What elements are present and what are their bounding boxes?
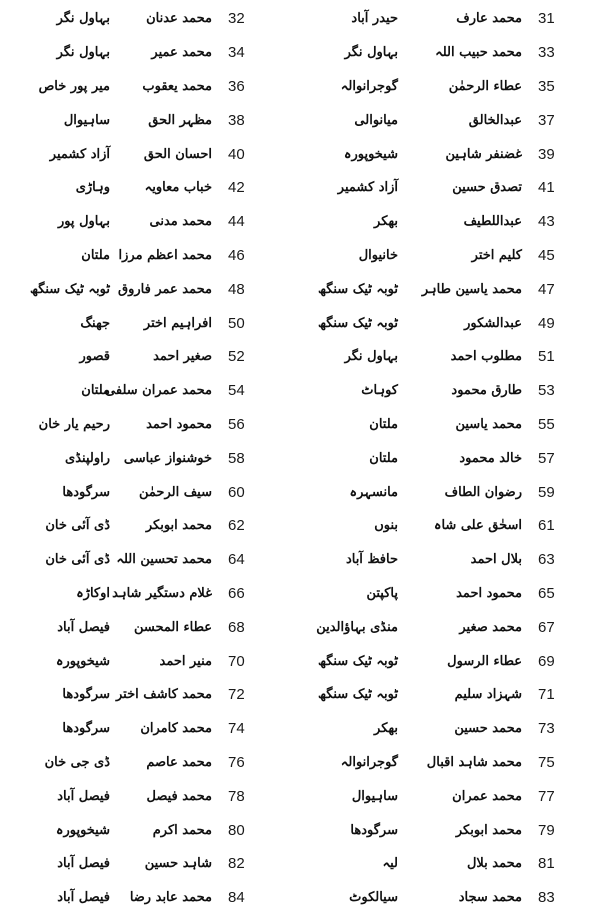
city-cell: بہاول پور — [57, 214, 110, 230]
city-cell: ٹوبہ ٹیک سنگھ — [317, 281, 398, 297]
roster-body — [6, 2, 584, 915]
name-cell: عبدالشکور — [464, 315, 522, 331]
name-cell: عبداللطیف — [463, 214, 522, 230]
table-row — [6, 813, 584, 847]
name-cell: خباب معاویہ — [144, 180, 212, 196]
table-row — [6, 171, 584, 205]
serial-number-cell: 52 — [228, 348, 245, 366]
name-cell: تصدق حسین — [452, 180, 522, 196]
table-row — [6, 543, 584, 577]
name-cell: محمد یاسین طاہر — [421, 281, 522, 297]
name-cell: محمد صغیر — [459, 619, 522, 635]
serial-number-cell: 40 — [228, 145, 245, 163]
serial-number-cell: 49 — [538, 314, 555, 332]
name-cell: کلیم اختر — [471, 247, 522, 263]
name-cell: محمد یعقوب — [142, 78, 212, 94]
name-cell: عطاء الرسول — [447, 653, 522, 669]
city-cell: مانسہرہ — [349, 484, 398, 500]
serial-number-cell: 36 — [228, 77, 245, 95]
table-row — [6, 847, 584, 881]
name-cell: شہزاد سلیم — [454, 687, 522, 703]
table-row — [6, 610, 584, 644]
serial-number-cell: 67 — [538, 618, 555, 636]
table-row — [6, 2, 584, 36]
name-cell: محمد عمر فاروق — [117, 281, 212, 297]
name-cell: محمد عاصم — [146, 754, 212, 770]
table-row — [6, 374, 584, 408]
name-cell: محمد شاہد اقبال — [426, 754, 522, 770]
serial-number-cell: 70 — [228, 652, 245, 670]
city-cell: ٹوبہ ٹیک سنگھ — [317, 315, 398, 331]
table-row — [6, 137, 584, 171]
name-cell: محمود احمد — [456, 585, 522, 601]
city-cell: گوجرانوالہ — [340, 754, 398, 770]
table-row — [6, 678, 584, 712]
city-cell: ڈی جی خان — [44, 754, 110, 770]
name-cell: بلال احمد — [470, 552, 522, 568]
name-cell: محمد عمران سلفی — [105, 383, 212, 399]
city-cell: بھکر — [374, 214, 398, 230]
serial-number-cell: 68 — [228, 618, 245, 636]
city-cell: آزاد کشمیر — [337, 180, 398, 196]
city-cell: میر پور خاص — [38, 78, 110, 94]
serial-number-cell: 81 — [538, 855, 555, 873]
city-cell: ساہیوال — [63, 112, 110, 128]
table-row — [6, 746, 584, 780]
name-cell: محمد عمیر — [151, 45, 212, 61]
serial-number-cell: 83 — [538, 889, 555, 907]
serial-number-cell: 58 — [228, 449, 245, 467]
name-cell: محمد اکرم — [152, 822, 212, 838]
table-row — [6, 779, 584, 813]
city-cell: راولپنڈی — [65, 450, 110, 466]
city-cell: بھکر — [374, 721, 398, 737]
city-cell: فیصل آباد — [57, 856, 110, 872]
serial-number-cell: 56 — [228, 415, 245, 433]
name-cell: محمد تحسین اللہ — [116, 552, 212, 568]
table-row — [6, 644, 584, 678]
city-cell: شیخوپورہ — [343, 146, 398, 162]
city-cell: فیصل آباد — [57, 619, 110, 635]
city-cell: حافظ آباد — [345, 552, 398, 568]
name-cell: طارق محمود — [451, 383, 522, 399]
name-cell: محمد ابوبکر — [455, 822, 522, 838]
city-cell: ملتان — [81, 383, 110, 399]
serial-number-cell: 71 — [538, 686, 555, 704]
serial-number-cell: 50 — [228, 314, 245, 332]
table-row — [6, 70, 584, 104]
name-cell: محمد عارف — [456, 11, 522, 27]
serial-number-cell: 84 — [228, 889, 245, 907]
name-cell: منیر احمد — [159, 653, 212, 669]
serial-number-cell: 38 — [228, 111, 245, 129]
serial-number-cell: 76 — [228, 753, 245, 771]
serial-number-cell: 55 — [538, 415, 555, 433]
serial-number-cell: 69 — [538, 652, 555, 670]
serial-number-cell: 79 — [538, 821, 555, 839]
city-cell: ٹوبہ ٹیک سنگھ — [29, 281, 110, 297]
table-row — [6, 475, 584, 509]
name-cell: عبدالخالق — [468, 112, 522, 128]
city-cell: حیدر آباد — [351, 11, 398, 27]
name-cell: سیف الرحمٰن — [139, 484, 212, 500]
name-cell: محمود احمد — [146, 416, 212, 432]
serial-number-cell: 41 — [538, 179, 555, 197]
serial-number-cell: 75 — [538, 753, 555, 771]
city-cell: ٹوبہ ٹیک سنگھ — [317, 687, 398, 703]
city-cell: ملتان — [81, 247, 110, 263]
city-cell: سیالکوٹ — [349, 890, 398, 906]
table-row — [6, 712, 584, 746]
serial-number-cell: 42 — [228, 179, 245, 197]
name-cell: محمد سجاد — [458, 890, 522, 906]
serial-number-cell: 82 — [228, 855, 245, 873]
name-cell: غلام دستگیر شاہد — [112, 585, 212, 601]
city-cell: ڈی آئی خان — [45, 518, 110, 534]
city-cell: بہاول نگر — [344, 45, 398, 61]
name-cell: عطاء الرحمٰن — [448, 78, 522, 94]
city-cell: سرگودھا — [62, 687, 110, 703]
name-cell: محمد ابوبکر — [145, 518, 212, 534]
city-cell: بنوں — [374, 518, 398, 534]
table-row — [6, 881, 584, 915]
name-cell: محمد یاسین — [455, 416, 522, 432]
name-cell: محمد بلال — [466, 856, 522, 872]
name-cell: محمد حبیب اللہ — [435, 45, 522, 61]
table-row — [6, 306, 584, 340]
city-cell: سرگودھا — [350, 822, 398, 838]
city-cell: بہاول نگر — [56, 45, 110, 61]
serial-number-cell: 77 — [538, 787, 555, 805]
name-cell: محمد حسین — [454, 721, 522, 737]
serial-number-cell: 44 — [228, 213, 245, 231]
table-row — [6, 340, 584, 374]
serial-number-cell: 63 — [538, 551, 555, 569]
table-row — [6, 509, 584, 543]
table-row — [6, 272, 584, 306]
city-cell: فیصل آباد — [57, 788, 110, 804]
serial-number-cell: 45 — [538, 246, 555, 264]
city-cell: فیصل آباد — [57, 890, 110, 906]
serial-number-cell: 61 — [538, 517, 555, 535]
city-cell: اوکاڑہ — [76, 585, 110, 601]
city-cell: ساہیوال — [351, 788, 398, 804]
serial-number-cell: 37 — [538, 111, 555, 129]
city-cell: ٹوبہ ٹیک سنگھ — [317, 653, 398, 669]
serial-number-cell: 80 — [228, 821, 245, 839]
city-cell: ملتان — [369, 416, 398, 432]
serial-number-cell: 43 — [538, 213, 555, 231]
serial-number-cell: 78 — [228, 787, 245, 805]
name-cell: شاہد حسین — [144, 856, 212, 872]
name-cell: محمد مدنی — [149, 214, 212, 230]
serial-number-cell: 73 — [538, 720, 555, 738]
serial-number-cell: 59 — [538, 483, 555, 501]
city-cell: آزاد کشمیر — [49, 146, 110, 162]
table-row — [6, 239, 584, 273]
serial-number-cell: 64 — [228, 551, 245, 569]
city-cell: جھنگ — [80, 315, 110, 331]
city-cell: بہاول نگر — [344, 349, 398, 365]
name-cell: محمد عابد رضا — [129, 890, 212, 906]
name-cell: محمد عمران — [452, 788, 522, 804]
serial-number-cell: 60 — [228, 483, 245, 501]
serial-number-cell: 57 — [538, 449, 555, 467]
serial-number-cell: 48 — [228, 280, 245, 298]
serial-number-cell: 74 — [228, 720, 245, 738]
name-cell: خوشنواز عباسی — [123, 450, 212, 466]
serial-number-cell: 65 — [538, 584, 555, 602]
city-cell: میانوالی — [354, 112, 398, 128]
serial-number-cell: 34 — [228, 44, 245, 62]
roster-table — [6, 2, 584, 915]
name-cell: غضنفر شاہین — [445, 146, 522, 162]
serial-number-cell: 51 — [538, 348, 555, 366]
table-row — [6, 36, 584, 70]
name-cell: رضوان الطاف — [444, 484, 522, 500]
name-cell: مظہر الحق — [148, 112, 212, 128]
city-cell: بہاول نگر — [56, 11, 110, 27]
name-cell: محمد اعظم مرزا — [118, 247, 212, 263]
serial-number-cell: 72 — [228, 686, 245, 704]
city-cell: خانیوال — [358, 247, 398, 263]
city-cell: شیخوپورہ — [55, 822, 110, 838]
name-cell: عطاء المحسن — [134, 619, 212, 635]
serial-number-cell: 35 — [538, 77, 555, 95]
city-cell: گوجرانوالہ — [340, 78, 398, 94]
city-cell: کوہاٹ — [361, 383, 398, 399]
name-cell: خالد محمود — [459, 450, 522, 466]
table-row — [6, 408, 584, 442]
serial-number-cell: 39 — [538, 145, 555, 163]
name-cell: محمد کاشف اختر — [116, 687, 212, 703]
serial-number-cell: 54 — [228, 382, 245, 400]
city-cell: وہاڑی — [75, 180, 110, 196]
serial-number-cell: 66 — [228, 584, 245, 602]
city-cell: لیہ — [382, 856, 398, 872]
city-cell: شیخوپورہ — [55, 653, 110, 669]
name-cell: محمد عدنان — [146, 11, 212, 27]
city-cell: ڈی آئی خان — [45, 552, 110, 568]
name-cell: محمد فیصل — [146, 788, 212, 804]
name-cell: افراہیم اختر — [143, 315, 212, 331]
serial-number-cell: 32 — [228, 10, 245, 28]
serial-number-cell: 33 — [538, 44, 555, 62]
serial-number-cell: 31 — [538, 10, 555, 28]
city-cell: سرگودھا — [62, 484, 110, 500]
table-row — [6, 205, 584, 239]
name-cell: صغیر احمد — [153, 349, 212, 365]
serial-number-cell: 46 — [228, 246, 245, 264]
serial-number-cell: 47 — [538, 280, 555, 298]
city-cell: پاکپتن — [366, 585, 398, 601]
name-cell: احسان الحق — [143, 146, 212, 162]
city-cell: منڈی بہاؤالدین — [316, 619, 398, 635]
name-cell: مطلوب احمد — [450, 349, 522, 365]
table-row — [6, 441, 584, 475]
city-cell: رحیم یار خان — [38, 416, 110, 432]
serial-number-cell: 62 — [228, 517, 245, 535]
city-cell: سرگودھا — [62, 721, 110, 737]
name-cell: اسحٰق علی شاہ — [433, 518, 522, 534]
table-row — [6, 103, 584, 137]
table-row — [6, 577, 584, 611]
city-cell: ملتان — [369, 450, 398, 466]
city-cell: قصور — [79, 349, 110, 365]
serial-number-cell: 53 — [538, 382, 555, 400]
name-cell: محمد کامران — [140, 721, 212, 737]
